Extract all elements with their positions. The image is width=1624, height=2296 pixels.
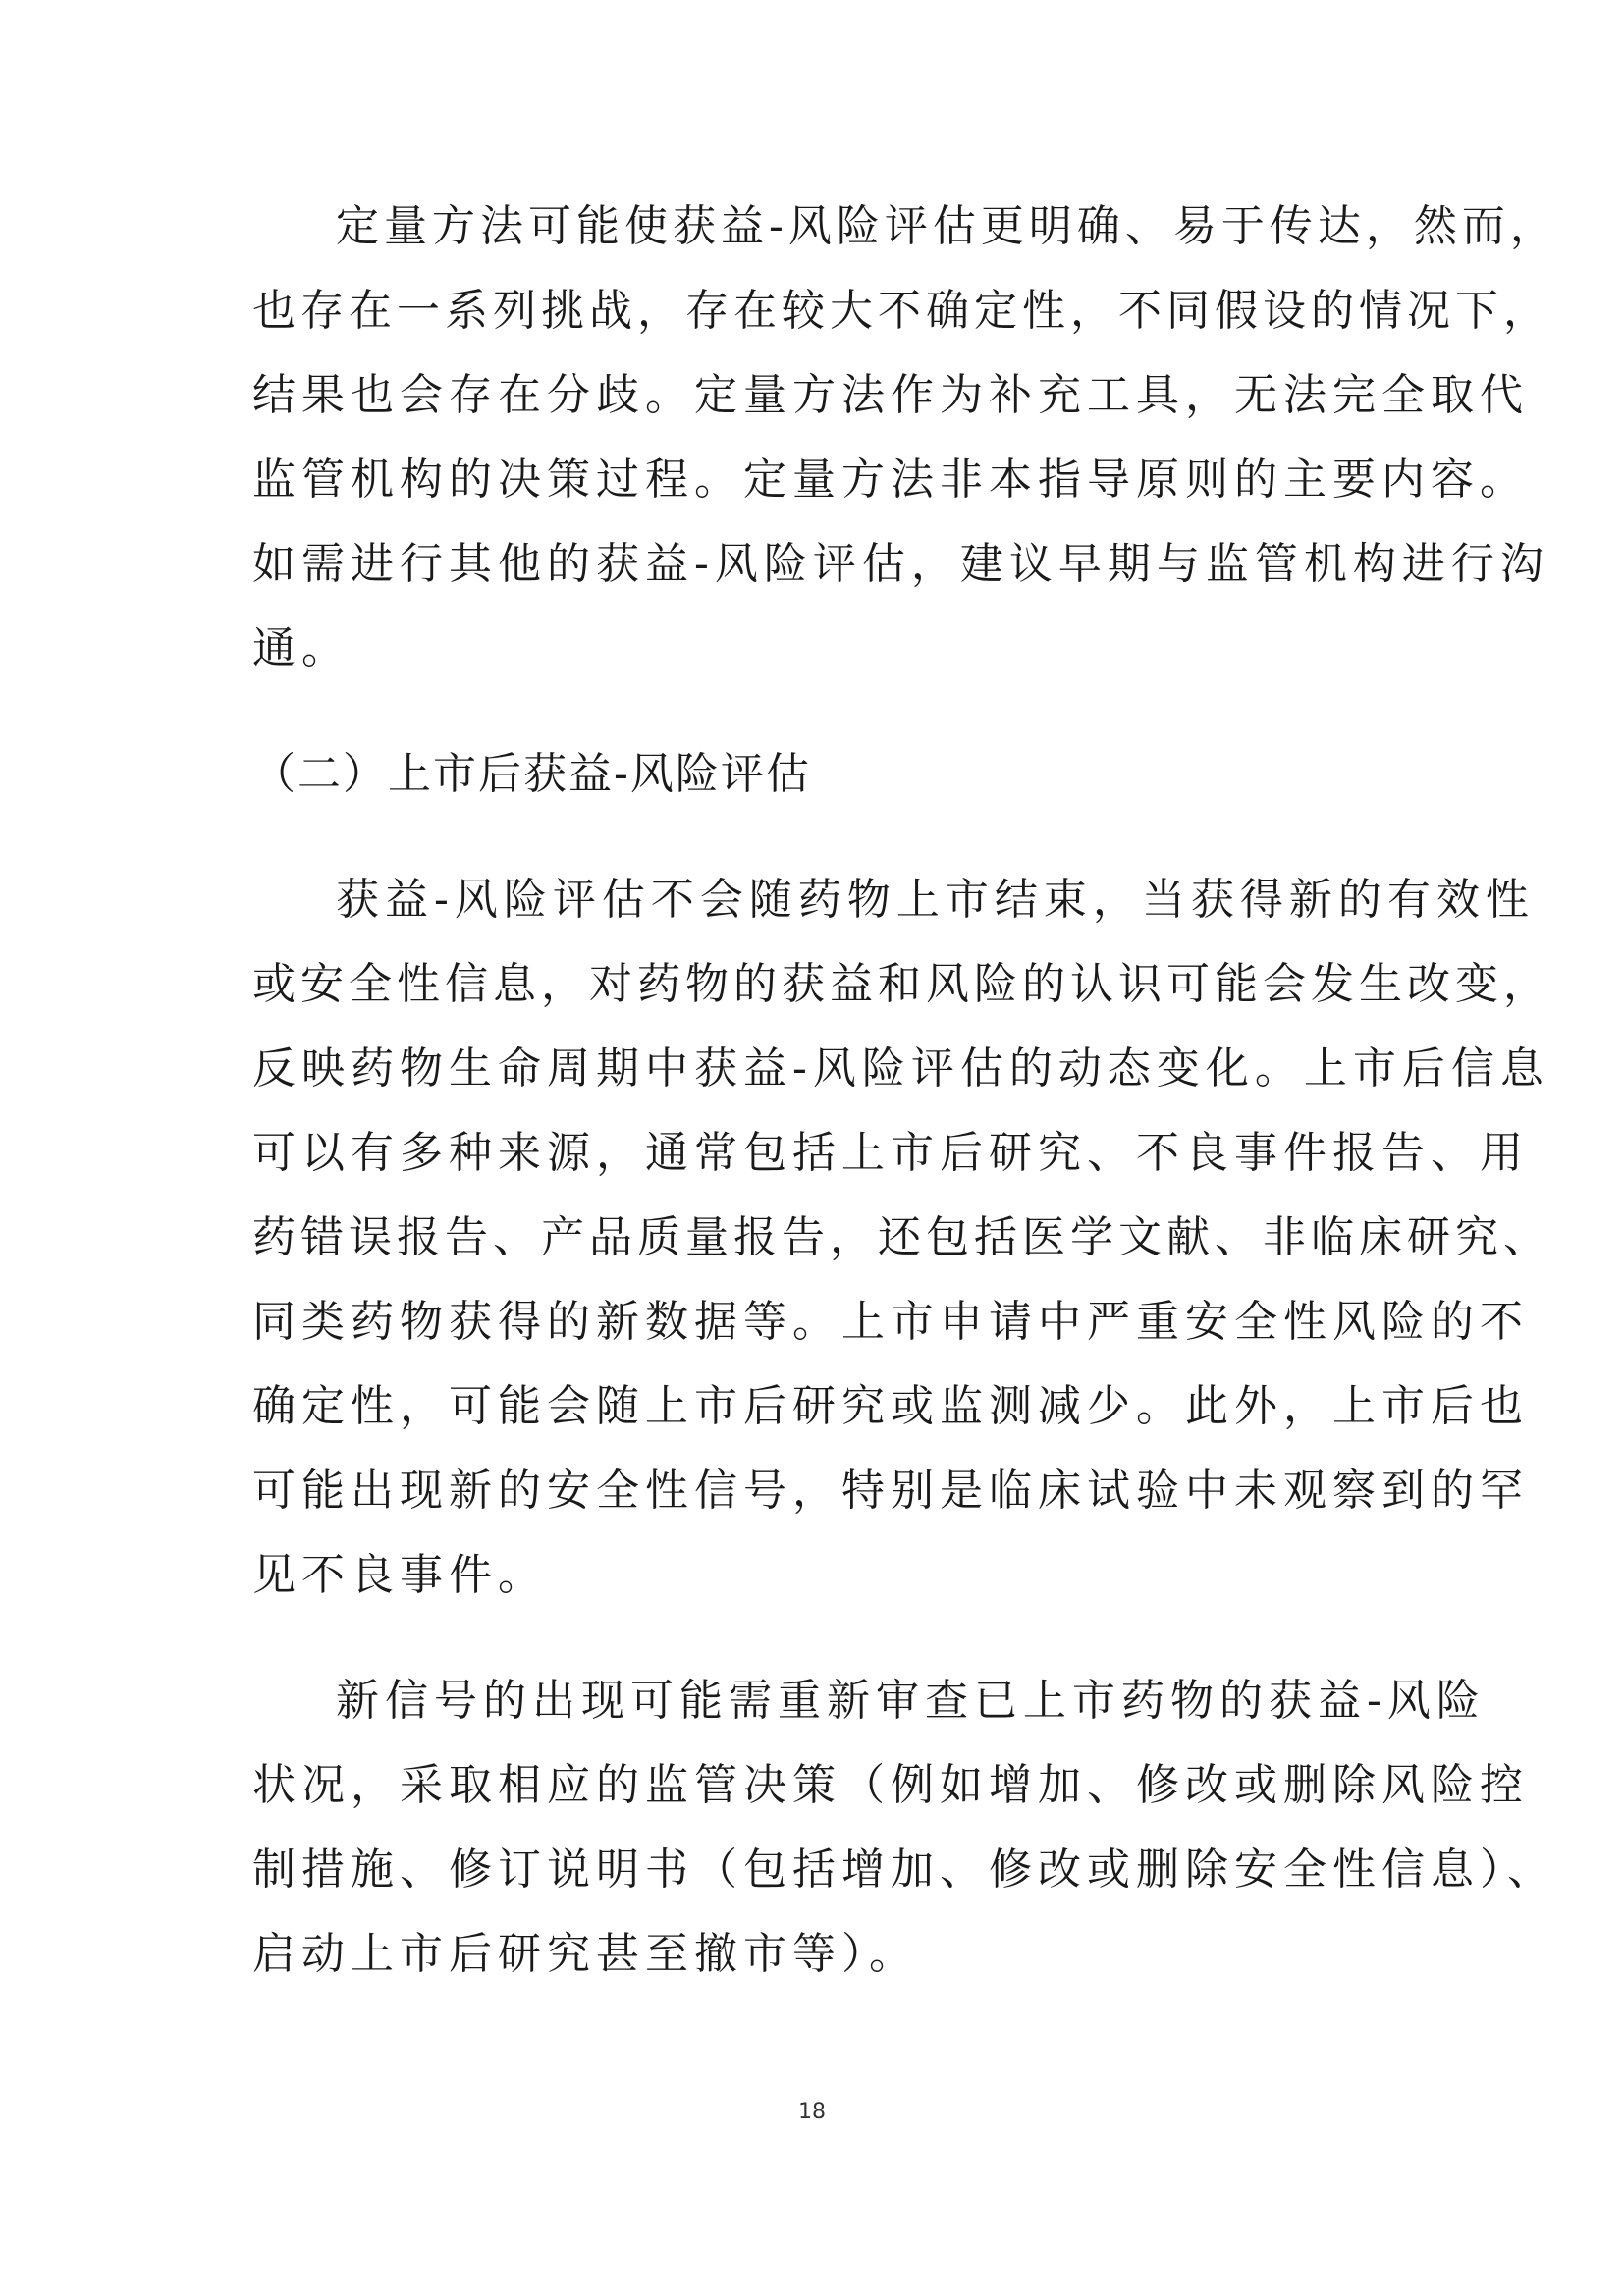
paragraph-1-line-3: 结果也会存在分歧。定量方法作为补充工具，无法完全取代	[252, 370, 1529, 420]
paragraph-3-line-4: 启动上市后研究甚至撤市等）。	[252, 1929, 918, 1979]
paragraph-2-line-1: 获益-风险评估不会随药物上市结束，当获得新的有效性	[336, 875, 1535, 925]
paragraph-2-line-3: 反映药物生命周期中获益-风险评估的动态变化。上市后信息	[252, 1043, 1549, 1094]
section-heading: （二）上市后获益-风险评估	[252, 749, 811, 799]
page-number: 18	[798, 2100, 826, 2124]
paragraph-1-line-4: 监管机构的决策过程。定量方法非本指导原则的主要内容。	[252, 454, 1529, 505]
paragraph-3-line-3: 制措施、修订说明书（包括增加、修改或删除安全性信息）、	[252, 1844, 1556, 1895]
paragraph-1-line-6: 通。	[252, 623, 351, 673]
paragraph-3-line-1: 新信号的出现可能需重新审查已上市药物的获益-风险	[336, 1676, 1486, 1726]
paragraph-1-line-1: 定量方法可能使获益-风险评估更明确、易于传达，然而，	[336, 201, 1558, 251]
paragraph-2-line-2: 或安全性信息，对药物的获益和风险的认识可能会发生改变，	[252, 959, 1551, 1009]
paragraph-2-line-9: 见不良事件。	[252, 1550, 547, 1600]
paragraph-2-line-8: 可能出现新的安全性信号，特别是临床试验中未观察到的罕	[252, 1466, 1529, 1516]
paragraph-3-line-2: 状况，采取相应的监管决策（例如增加、修改或删除风险控	[252, 1760, 1529, 1810]
paragraph-1-line-5: 如需进行其他的获益-风险评估，建议早期与监管机构进行沟	[252, 539, 1549, 589]
paragraph-2-line-6: 同类药物获得的新数据等。上市申请中严重安全性风险的不	[252, 1297, 1529, 1347]
paragraph-2-line-5: 药错误报告、产品质量报告，还包括医学文献、非临床研究、	[252, 1212, 1551, 1262]
paragraph-1-line-2: 也存在一系列挑战，存在较大不确定性，不同假设的情况下，	[252, 286, 1551, 336]
paragraph-2-line-4: 可以有多种来源，通常包括上市后研究、不良事件报告、用	[252, 1128, 1529, 1178]
paragraph-2-line-7: 确定性，可能会随上市后研究或监测减少。此外，上市后也	[252, 1381, 1529, 1431]
